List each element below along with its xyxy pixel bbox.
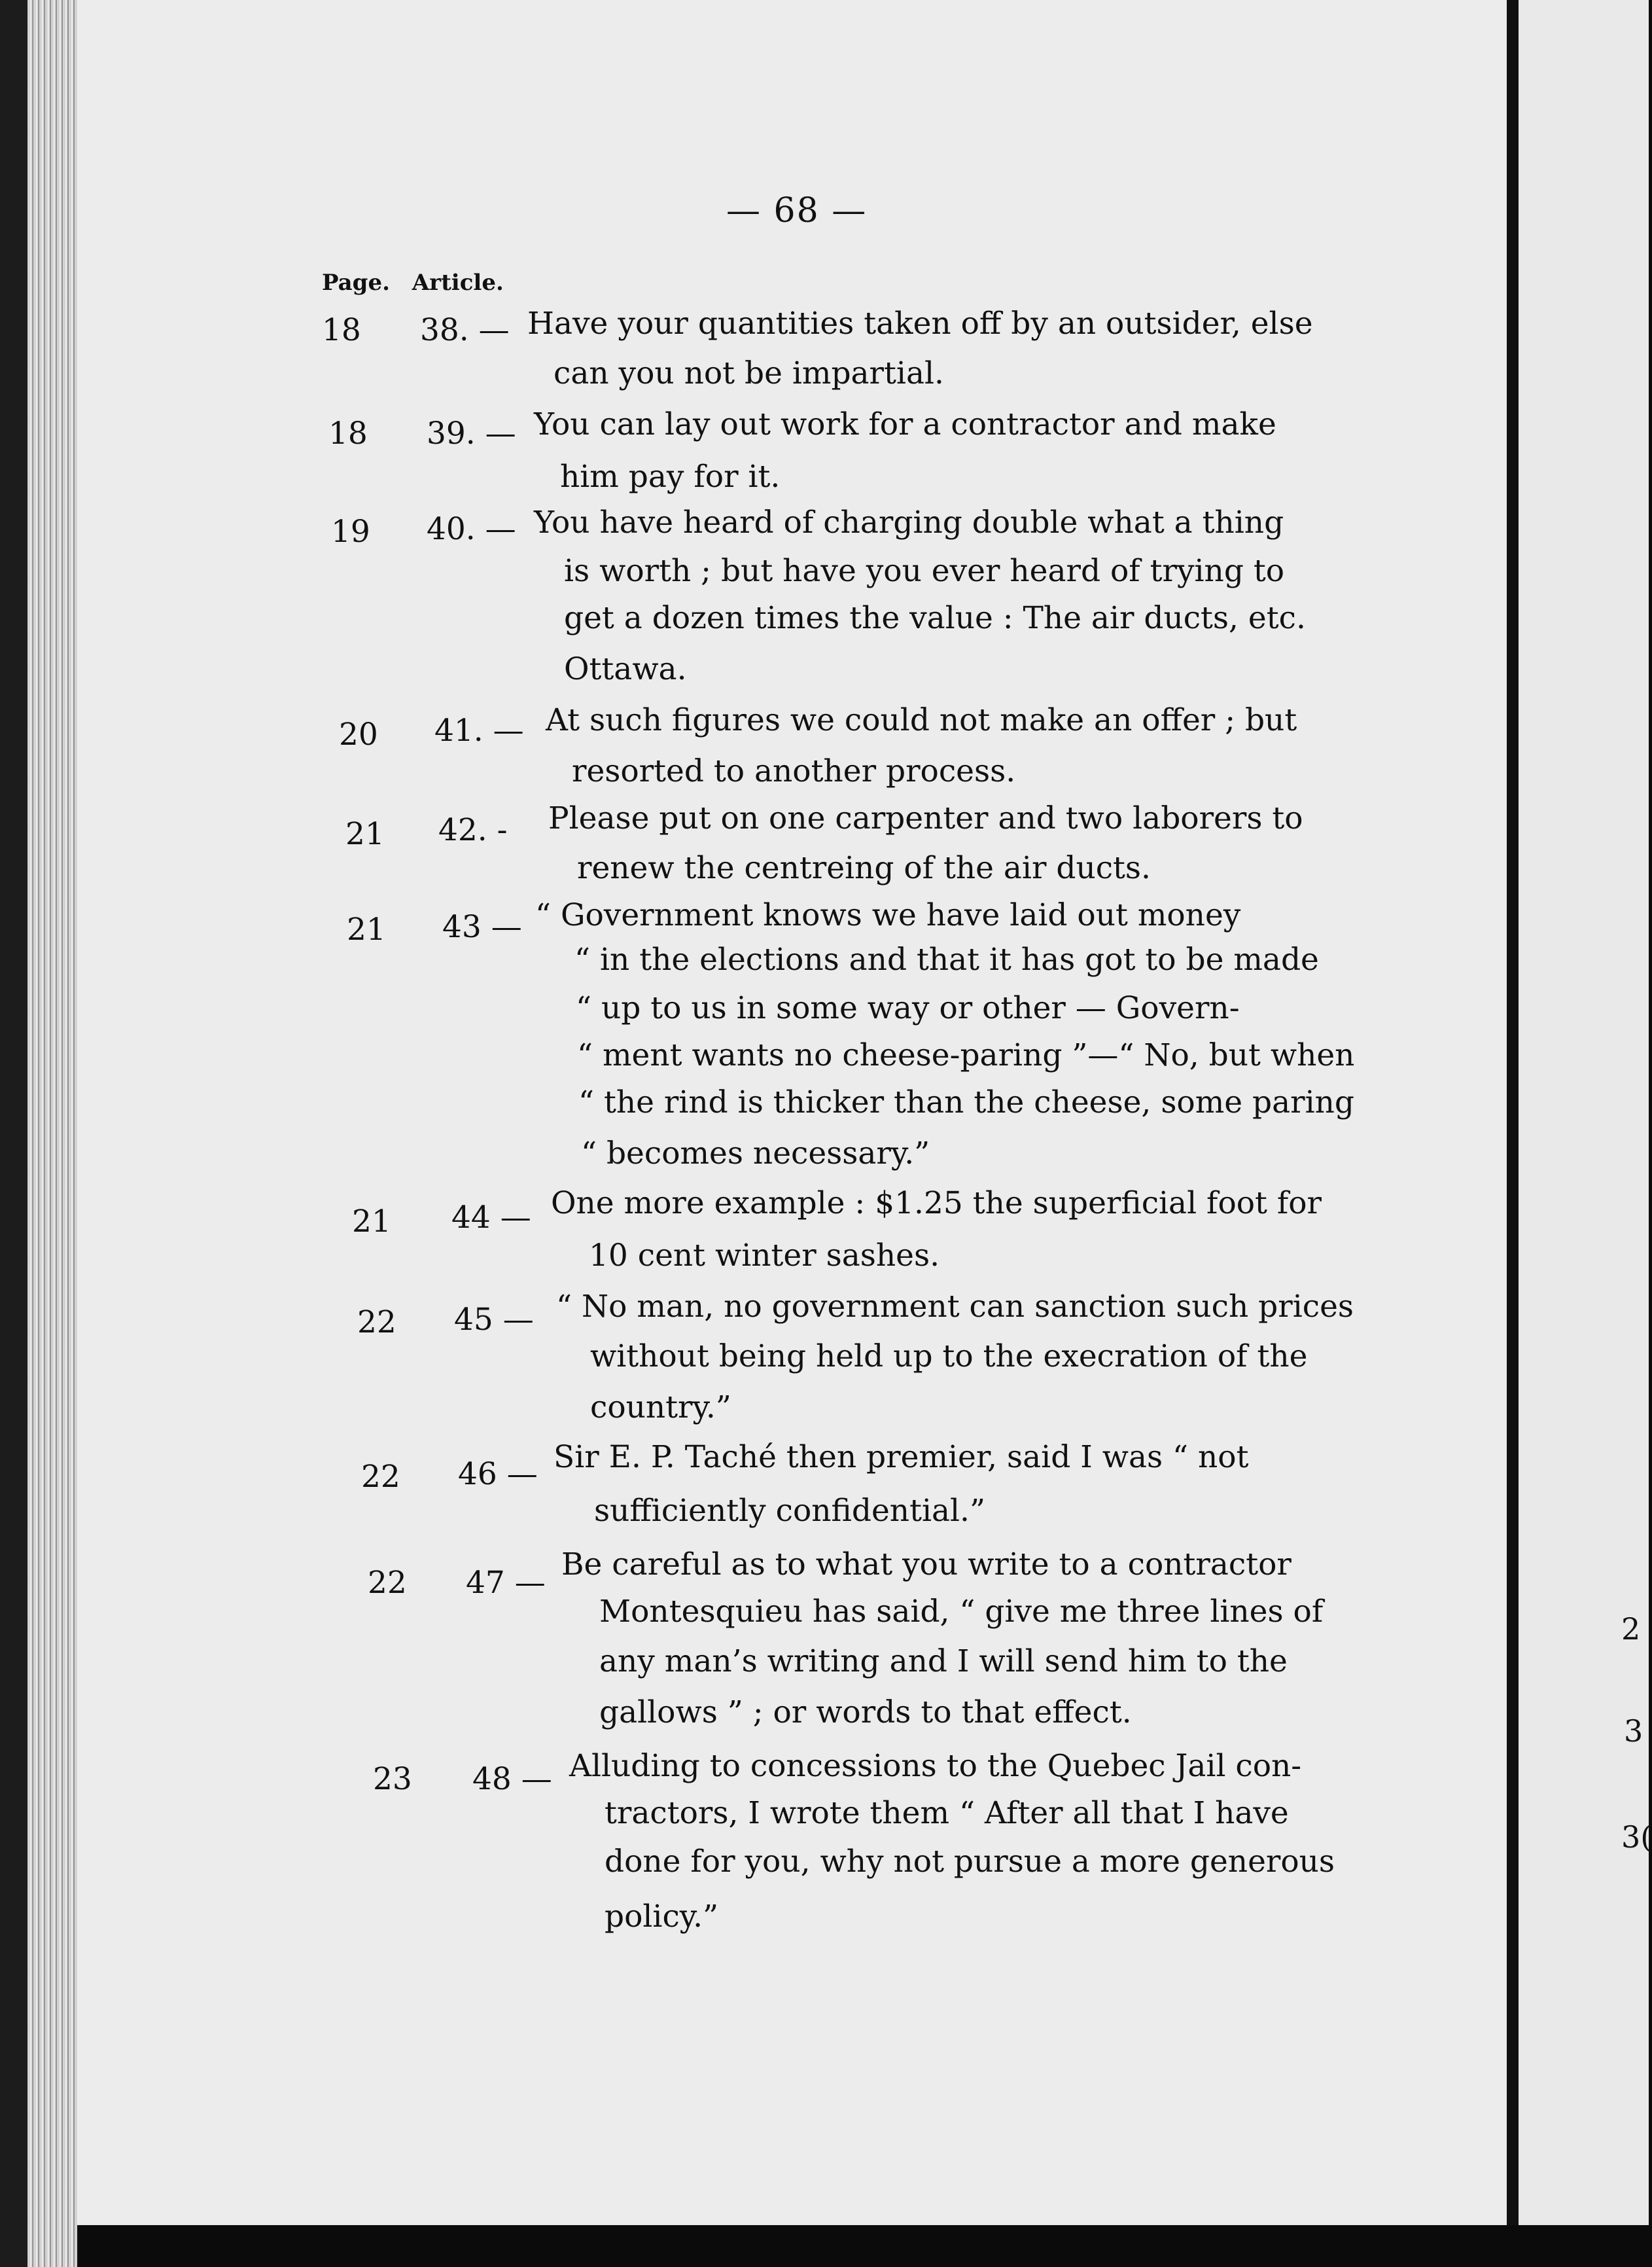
entry-line: 10 cent winter sashes. [589,1238,940,1274]
entry-line: Montesquieu has said, “ give me three lines of [599,1594,1324,1630]
entry-line: Please put on one carpenter and two laborers to [548,800,1303,836]
entry-line: Sir E. P. Taché then premier, said I was “ not [554,1439,1249,1475]
entry-line: “ No man, no government can sanction such prices [556,1289,1354,1325]
entry-line: “ in the elections and that it has got to be made [574,942,1319,978]
entry-line: “ the rind is thicker than the cheese, some paring [578,1084,1355,1120]
entry-page: 22 [361,1459,400,1495]
entry-page: 22 [357,1304,396,1340]
entry-line: policy.” [605,1899,719,1935]
column-header-article: Article. [412,270,504,296]
entry-line: At such figures we could not make an offer ; but [546,702,1297,738]
entry-line: Have your quantities taken off by an outsider, else [527,306,1313,342]
entry-article: 41. — [434,713,524,749]
entry-line: tractors, I wrote them “ After all that I have [605,1795,1289,1831]
entry-line: “ Government knows we have laid out money [535,897,1241,933]
entry-line: renew the centreing of the air ducts. [577,850,1151,886]
facing-page-fragment: 3 [1624,1713,1643,1749]
entry-line: You have heard of charging double what a thing [534,505,1284,541]
entry-line: done for you, why not pursue a more generous [605,1844,1335,1880]
entry-line: Alluding to concessions to the Quebec Jail con- [569,1748,1302,1784]
entry-article: 38. — [420,312,510,348]
book-gutter [1507,0,1519,2225]
entry-line: Ottawa. [564,651,687,687]
column-header-page: Page. [322,270,390,296]
entry-line: without being held up to the execration of the [590,1338,1308,1374]
entry-article: 45 — [454,1302,534,1338]
entry-line: One more example : $1.25 the superficial foot for [551,1185,1322,1221]
entry-page: 23 [373,1761,412,1797]
entry-article: 48 — [472,1761,552,1797]
entry-page: 20 [339,717,378,753]
scan-border-left [0,0,27,2267]
scan-border-bottom [77,2225,1649,2267]
entry-line: him pay for it. [560,459,781,495]
entry-article: 42. - [438,812,508,848]
entry-line: country.” [590,1389,731,1425]
entry-article: 43 — [442,909,522,945]
facing-page-fragment: 3( [1621,1819,1652,1855]
entry-line: “ up to us in some way or other — Govern- [576,990,1240,1026]
entry-page: 21 [347,912,386,948]
entry-page: 19 [331,514,370,550]
entry-line: sufficiently confidential.” [594,1493,986,1529]
entry-line: can you not be impartial. [554,355,944,391]
entry-article: 39. — [427,416,516,452]
column-headers [322,270,518,296]
entry-page: 21 [352,1204,391,1240]
entry-line: You can lay out work for a contractor and make [534,406,1276,442]
entry-page: 22 [368,1565,407,1601]
page-number: — 68 — [726,191,868,230]
entry-line: is worth ; but have you ever heard of trying to [564,553,1285,589]
entry-article: 46 — [458,1456,538,1492]
entry-line: “ becomes necessary.” [581,1135,930,1171]
entry-line: “ ment wants no cheese-paring ”—“ No, but when [577,1037,1355,1073]
entry-line: get a dozen times the value : The air ducts, etc. [564,600,1306,636]
facing-page-edge [1519,0,1649,2225]
entry-page: 18 [322,312,361,348]
entry-article: 40. — [427,511,516,547]
entry-line: any man’s writing and I will send him to the [599,1643,1288,1679]
entry-article: 47 — [466,1565,546,1601]
entry-article: 44 — [451,1200,531,1236]
entry-line: gallows ” ; or words to that effect. [599,1694,1132,1730]
entry-page: 21 [345,816,385,852]
entry-line: resorted to another process. [572,753,1016,789]
facing-page-fragment: 2 [1621,1611,1641,1647]
entry-line: Be careful as to what you write to a contractor [561,1546,1292,1582]
entry-page: 18 [328,416,368,452]
